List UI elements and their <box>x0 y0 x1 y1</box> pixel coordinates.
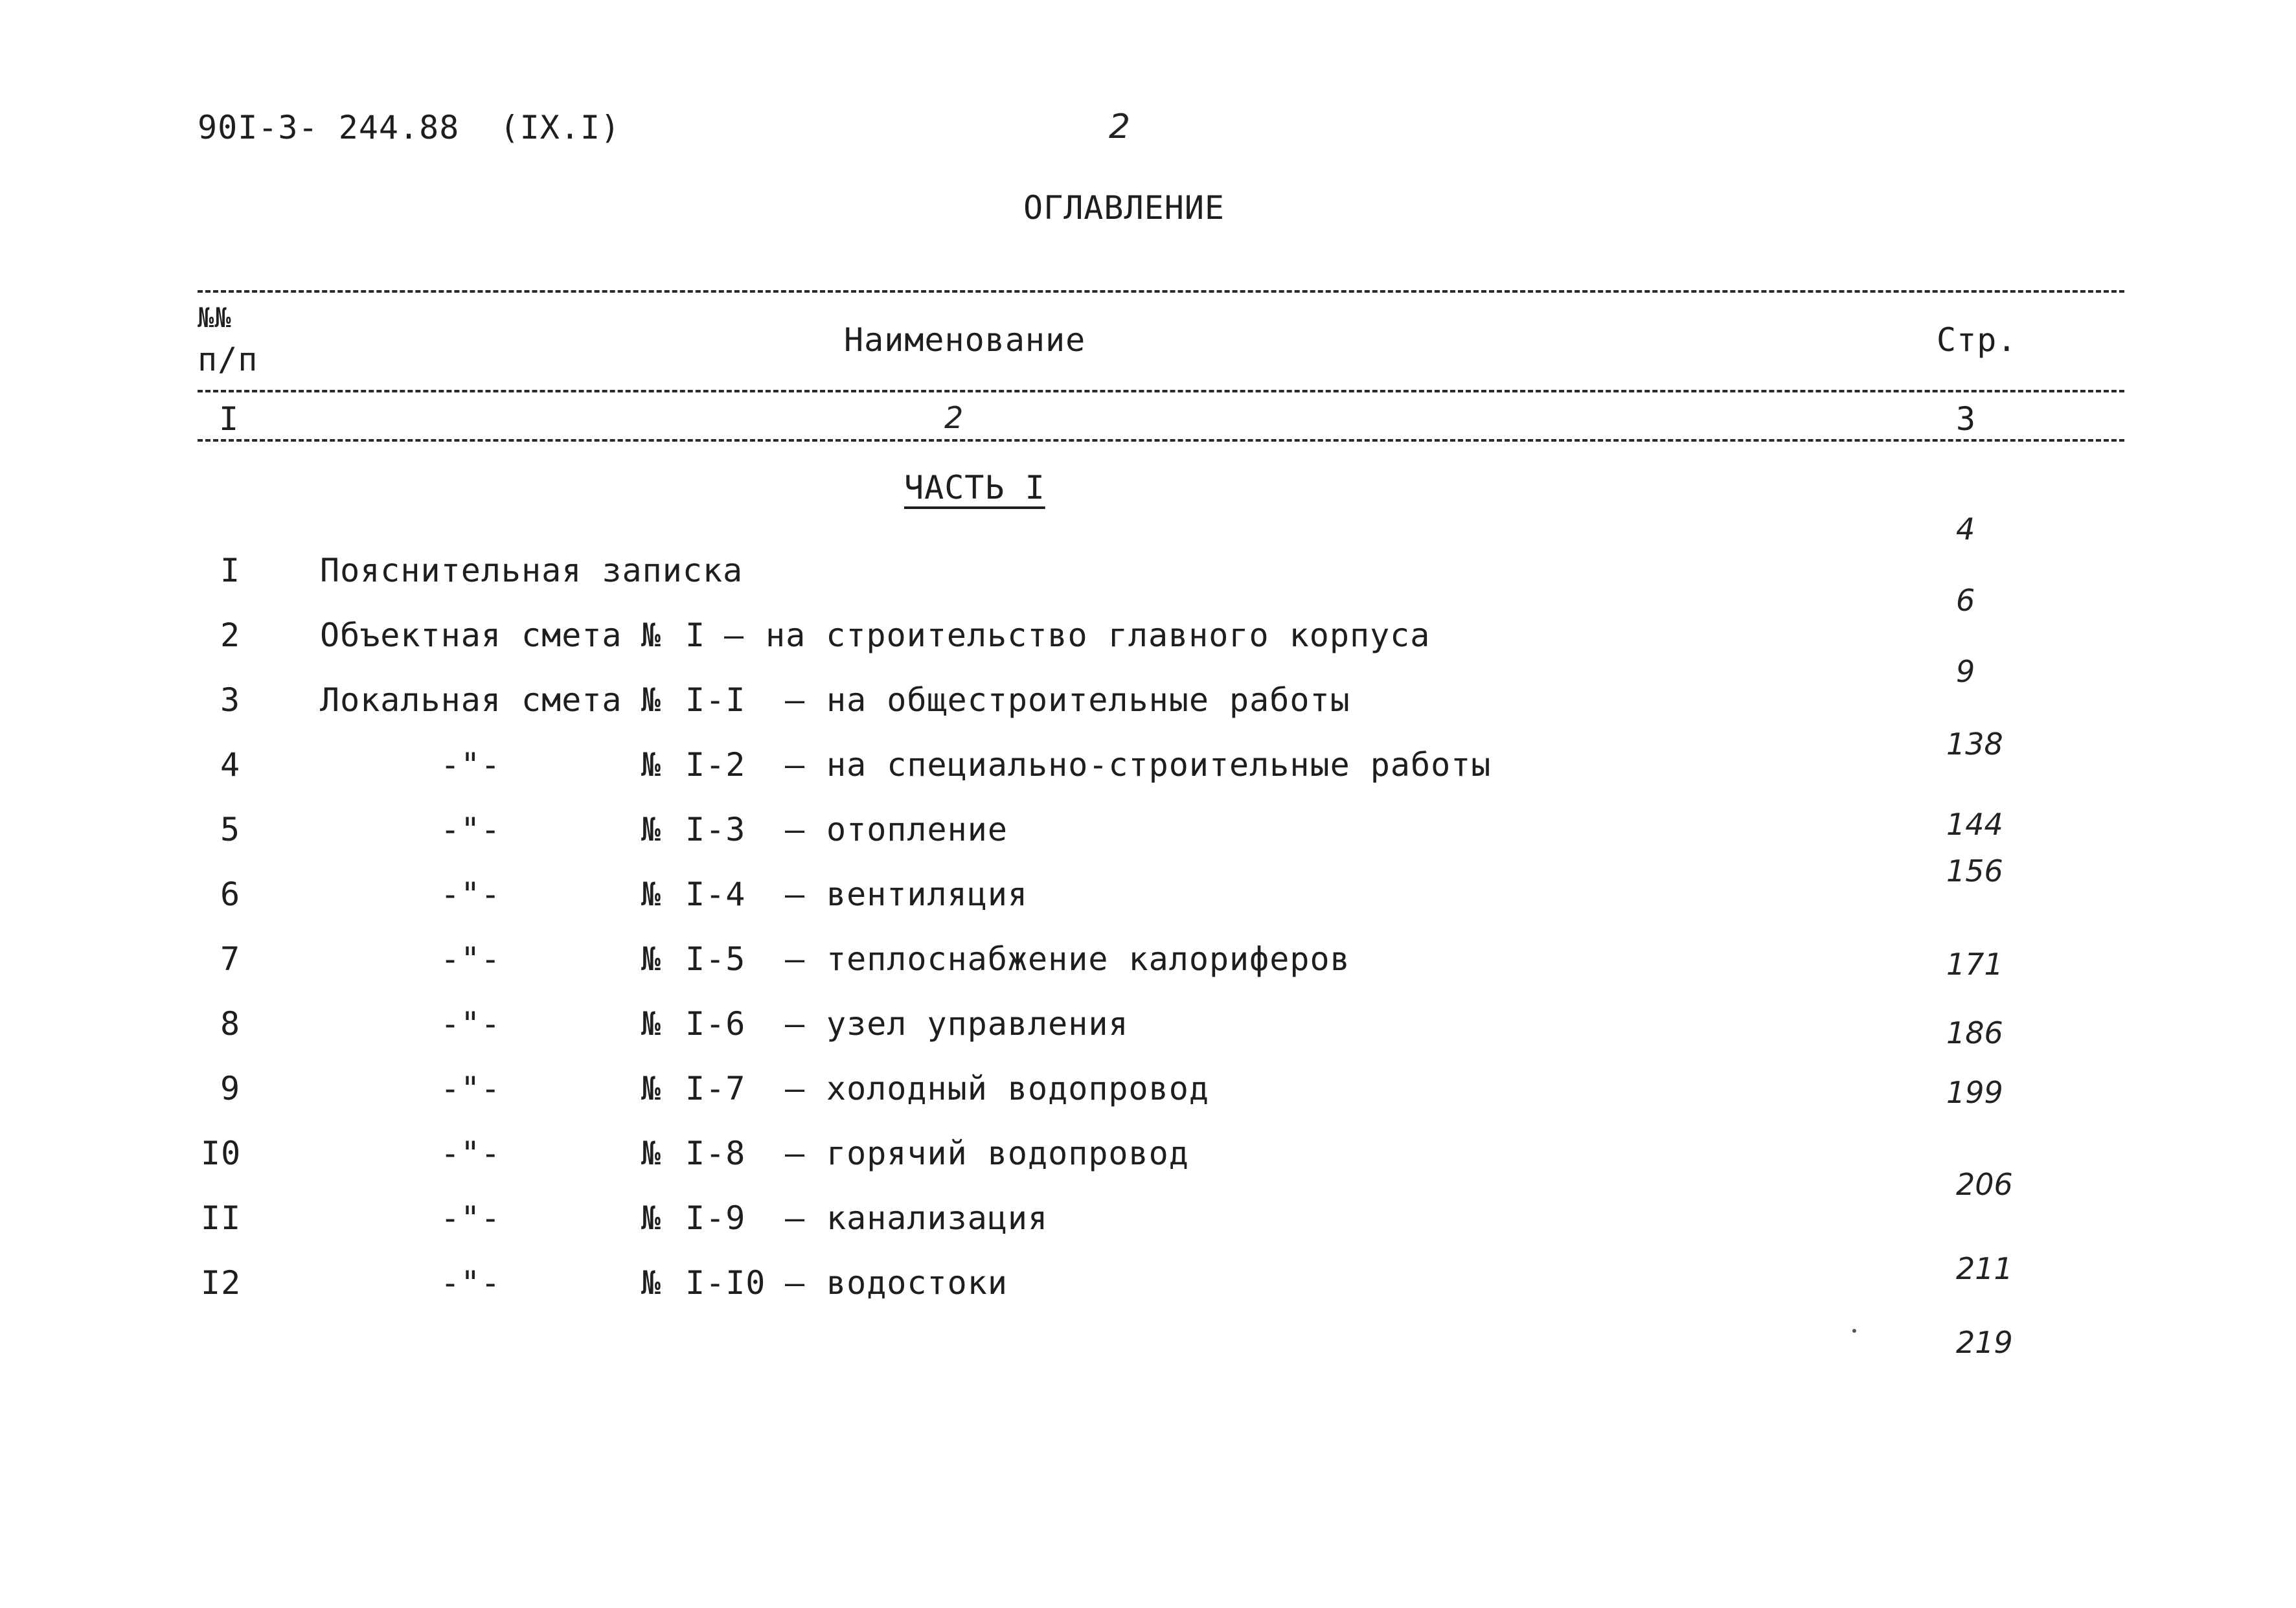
page-title: ОГЛАВЛЕНИЕ <box>1023 189 1225 227</box>
row-number: 5 <box>220 811 241 848</box>
row-number: I <box>220 552 241 589</box>
page-ref: 219 <box>1956 1325 2013 1360</box>
estimate-code: I-5 <box>685 940 746 978</box>
scan-speck <box>1852 1329 1856 1333</box>
estimate-code: I-I <box>685 681 746 719</box>
estimate-code: I-4 <box>685 876 746 913</box>
estimate-code: I-7 <box>685 1070 746 1107</box>
page-ref: 6 <box>1956 583 1975 618</box>
number-sign: № <box>641 811 662 848</box>
estimate-code: I-3 <box>685 811 746 848</box>
row-number: I0 <box>201 1135 242 1172</box>
header-top-rule <box>198 290 2124 293</box>
col-name-header: Наименование <box>844 321 1086 359</box>
number-sign: № <box>641 681 662 719</box>
number-sign: № <box>641 1199 662 1237</box>
row-dash: – <box>785 1135 806 1172</box>
row-name: на общестроительные работы <box>826 681 1350 719</box>
page-ref: 199 <box>1946 1075 2003 1110</box>
page-ref: 9 <box>1956 654 1975 689</box>
row-prefix: Пояснительная записка <box>320 552 744 589</box>
page-ref: 206 <box>1956 1167 2013 1202</box>
row-name: канализация <box>826 1199 1049 1237</box>
number-sign: № <box>641 746 662 784</box>
row-dash: – <box>785 1199 806 1237</box>
estimate-code: I-I0 <box>685 1264 766 1302</box>
row-dash: – <box>785 1264 806 1302</box>
column-number-2: 2 <box>944 400 964 435</box>
row-name: горячий водопровод <box>826 1135 1189 1172</box>
page-ref: 211 <box>1956 1251 2013 1286</box>
estimate-code: I-2 <box>685 746 746 784</box>
row-name: узел управления <box>826 1005 1129 1043</box>
ditto-mark: -"- <box>440 940 501 978</box>
ditto-mark: -"- <box>440 1264 501 1302</box>
document-code: 90I-3- 244.88 (IX.I) <box>198 109 621 146</box>
page-ref: 138 <box>1946 727 2003 762</box>
number-sign: № <box>641 940 662 978</box>
row-number: II <box>201 1199 242 1237</box>
page-ref: 4 <box>1956 512 1975 547</box>
row-name: холодный водопровод <box>826 1070 1209 1107</box>
row-name: на строительство главного корпуса <box>766 617 1431 654</box>
row-name: на специально-строительные работы <box>826 746 1492 784</box>
number-sign: № <box>641 1264 662 1302</box>
number-sign: № <box>641 1005 662 1043</box>
row-number: 2 <box>220 617 241 654</box>
row-number: 3 <box>220 681 241 719</box>
part-title: ЧАСТЬ I <box>904 469 1045 506</box>
estimate-code: I-8 <box>685 1135 746 1172</box>
row-name: водостоки <box>826 1264 1008 1302</box>
row-number: I2 <box>201 1264 242 1302</box>
estimate-code: I <box>685 617 706 654</box>
estimate-code: I-9 <box>685 1199 746 1237</box>
row-name: теплоснабжение калориферов <box>826 940 1350 978</box>
number-sign: № <box>641 876 662 913</box>
row-dash: – <box>785 811 806 848</box>
page-ref: 186 <box>1946 1015 2003 1050</box>
column-number-1: I <box>219 400 240 438</box>
number-sign: № <box>641 1135 662 1172</box>
page-ref: 171 <box>1946 947 2003 982</box>
number-sign: № <box>641 1070 662 1107</box>
page-ref: 156 <box>1946 854 2003 889</box>
row-number: 9 <box>220 1070 241 1107</box>
header-middle-rule <box>198 390 2124 392</box>
number-sign: № <box>641 617 662 654</box>
page-ref: 144 <box>1946 807 2003 842</box>
header-bottom-rule <box>198 439 2124 442</box>
column-number-3: 3 <box>1956 400 1977 438</box>
col-page-header: Стр. <box>1937 321 2018 359</box>
ditto-mark: -"- <box>440 1135 501 1172</box>
col-num-header-line2: п/п <box>198 341 258 378</box>
ditto-mark: -"- <box>440 746 501 784</box>
col-num-header-line1: №№ <box>198 302 232 334</box>
ditto-mark: -"- <box>440 811 501 848</box>
ditto-mark: -"- <box>440 876 501 913</box>
row-dash: – <box>785 1070 806 1107</box>
row-dash: – <box>724 617 745 654</box>
row-number: 7 <box>220 940 241 978</box>
ditto-mark: -"- <box>440 1199 501 1237</box>
ditto-mark: -"- <box>440 1070 501 1107</box>
page-number: 2 <box>1109 108 1131 146</box>
row-number: 8 <box>220 1005 241 1043</box>
row-dash: – <box>785 681 806 719</box>
row-number: 4 <box>220 746 241 784</box>
row-prefix: Объектная смета <box>320 617 622 654</box>
row-dash: – <box>785 746 806 784</box>
estimate-code: I-6 <box>685 1005 746 1043</box>
row-dash: – <box>785 940 806 978</box>
row-dash: – <box>785 876 806 913</box>
row-name: отопление <box>826 811 1008 848</box>
row-prefix: Локальная смета <box>320 681 622 719</box>
row-dash: – <box>785 1005 806 1043</box>
ditto-mark: -"- <box>440 1005 501 1043</box>
row-name: вентиляция <box>826 876 1029 913</box>
row-number: 6 <box>220 876 241 913</box>
